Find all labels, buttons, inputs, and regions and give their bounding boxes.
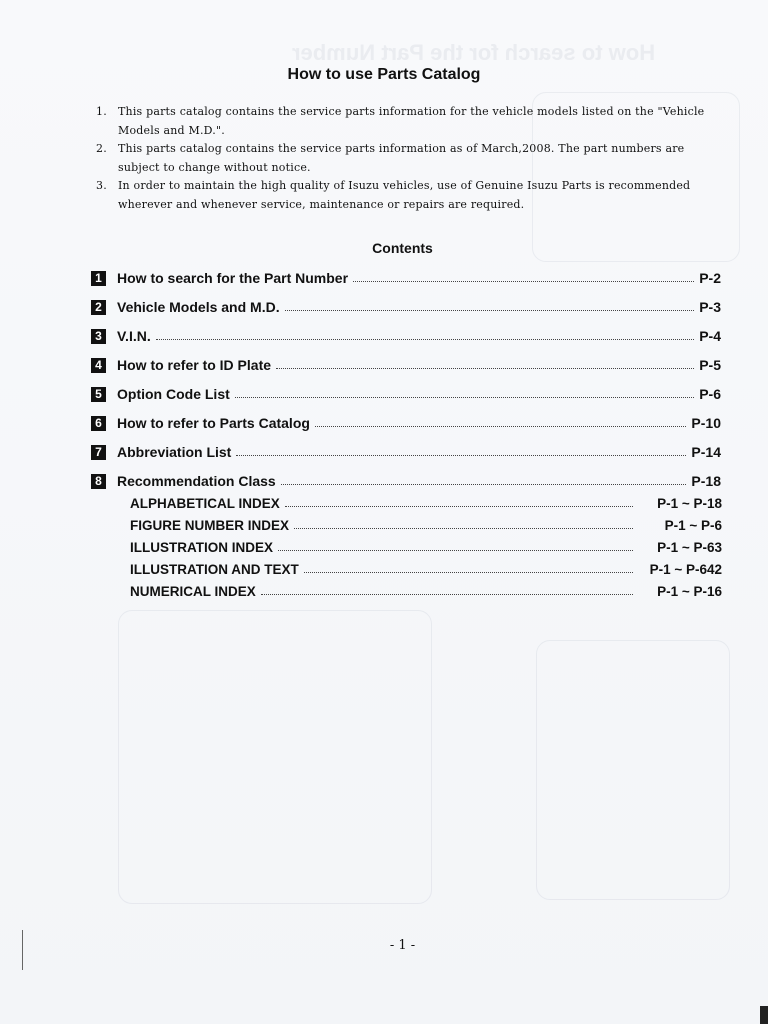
toc-entry xyxy=(91,442,721,462)
dot-leader xyxy=(294,528,633,529)
note-number: 2. xyxy=(96,142,107,155)
index-label: ILLUSTRATION AND TEXT xyxy=(130,561,299,577)
toc-page-ref: P-5 xyxy=(699,357,721,373)
toc-label: Vehicle Models and M.D. xyxy=(117,299,280,315)
toc-entry xyxy=(91,384,721,404)
toc-entry xyxy=(91,268,721,288)
section-number-badge: 6 xyxy=(91,416,106,431)
index-label: ILLUSTRATION INDEX xyxy=(130,539,273,555)
note-item xyxy=(96,140,716,177)
index-label: NUMERICAL INDEX xyxy=(130,583,256,599)
toc-label: Option Code List xyxy=(117,386,230,402)
index-page-range: P-1 ~ P-63 xyxy=(657,539,722,555)
index-entry xyxy=(130,494,722,512)
section-number-badge: 5 xyxy=(91,387,106,402)
toc-page-ref: P-4 xyxy=(699,328,721,344)
dot-leader xyxy=(304,572,633,573)
dot-leader xyxy=(285,506,633,507)
section-number-badge: 4 xyxy=(91,358,106,373)
toc-entry xyxy=(91,297,721,317)
toc-entry xyxy=(91,326,721,346)
page-number: - 1 - xyxy=(389,938,416,953)
toc-label: How to search for the Part Number xyxy=(117,270,349,286)
index-entry xyxy=(130,560,722,578)
section-number-badge: 1 xyxy=(91,271,106,286)
notes-list xyxy=(96,103,716,214)
index-entry xyxy=(130,582,722,600)
toc-label: V.I.N. xyxy=(117,328,151,344)
toc-entry xyxy=(91,413,721,433)
note-text: This parts catalog contains the service parts information as of March,2008. The part numbers are subject to change without notice. xyxy=(118,142,685,174)
dot-leader xyxy=(276,368,694,369)
dot-leader xyxy=(315,426,687,427)
bleed-through-heading: How to search for the Part Number xyxy=(292,40,656,65)
bleed-through-box xyxy=(536,640,730,900)
toc-page-ref: P-2 xyxy=(699,270,721,286)
dot-leader xyxy=(281,484,687,485)
dot-leader xyxy=(353,281,694,282)
toc-page-ref: P-14 xyxy=(691,444,721,460)
index-page-range: P-1 ~ P-6 xyxy=(664,517,722,533)
note-item xyxy=(96,177,716,214)
toc-page-ref: P-3 xyxy=(699,299,721,315)
toc-page-ref: P-6 xyxy=(699,386,721,402)
toc-entry xyxy=(91,471,721,491)
dot-leader xyxy=(236,455,686,456)
dot-leader xyxy=(235,397,694,398)
toc-label: How to refer to Parts Catalog xyxy=(117,415,310,431)
index-page-range: P-1 ~ P-18 xyxy=(657,495,722,511)
dot-leader xyxy=(261,594,633,595)
dot-leader xyxy=(156,339,694,340)
contents-heading: Contents xyxy=(372,240,433,256)
toc-entry xyxy=(91,355,721,375)
section-number-badge: 3 xyxy=(91,329,106,344)
toc-page-ref: P-18 xyxy=(691,473,721,489)
toc-label: How to refer to ID Plate xyxy=(117,357,272,373)
note-text: In order to maintain the high quality of Isuzu vehicles, use of Genuine Isuzu Parts is recommended wherever and whenever service, maintenance or repairs are required. xyxy=(118,179,691,211)
note-item xyxy=(96,103,716,140)
section-number-badge: 2 xyxy=(91,300,106,315)
index-label: ALPHABETICAL INDEX xyxy=(130,495,280,511)
note-number: 1. xyxy=(96,105,107,118)
index-page-range: P-1 ~ P-642 xyxy=(649,561,722,577)
toc-label: Recommendation Class xyxy=(117,473,276,489)
index-entry xyxy=(130,538,722,556)
page-title: How to use Parts Catalog xyxy=(287,66,481,83)
section-number-badge: 8 xyxy=(91,474,106,489)
index-entry xyxy=(130,516,722,534)
toc-label: Abbreviation List xyxy=(117,444,232,460)
scan-edge-mark xyxy=(760,1006,768,1024)
index-page-range: P-1 ~ P-16 xyxy=(657,583,722,599)
section-number-badge: 7 xyxy=(91,445,106,460)
note-text: This parts catalog contains the service parts information for the vehicle models listed on the "Vehicle Models and M.D.". xyxy=(118,105,705,137)
dot-leader xyxy=(285,310,695,311)
bleed-through-box xyxy=(118,610,432,904)
note-number: 3. xyxy=(96,179,107,192)
index-label: FIGURE NUMBER INDEX xyxy=(130,517,290,533)
scan-edge-line xyxy=(22,930,23,970)
dot-leader xyxy=(278,550,633,551)
toc-page-ref: P-10 xyxy=(691,415,721,431)
